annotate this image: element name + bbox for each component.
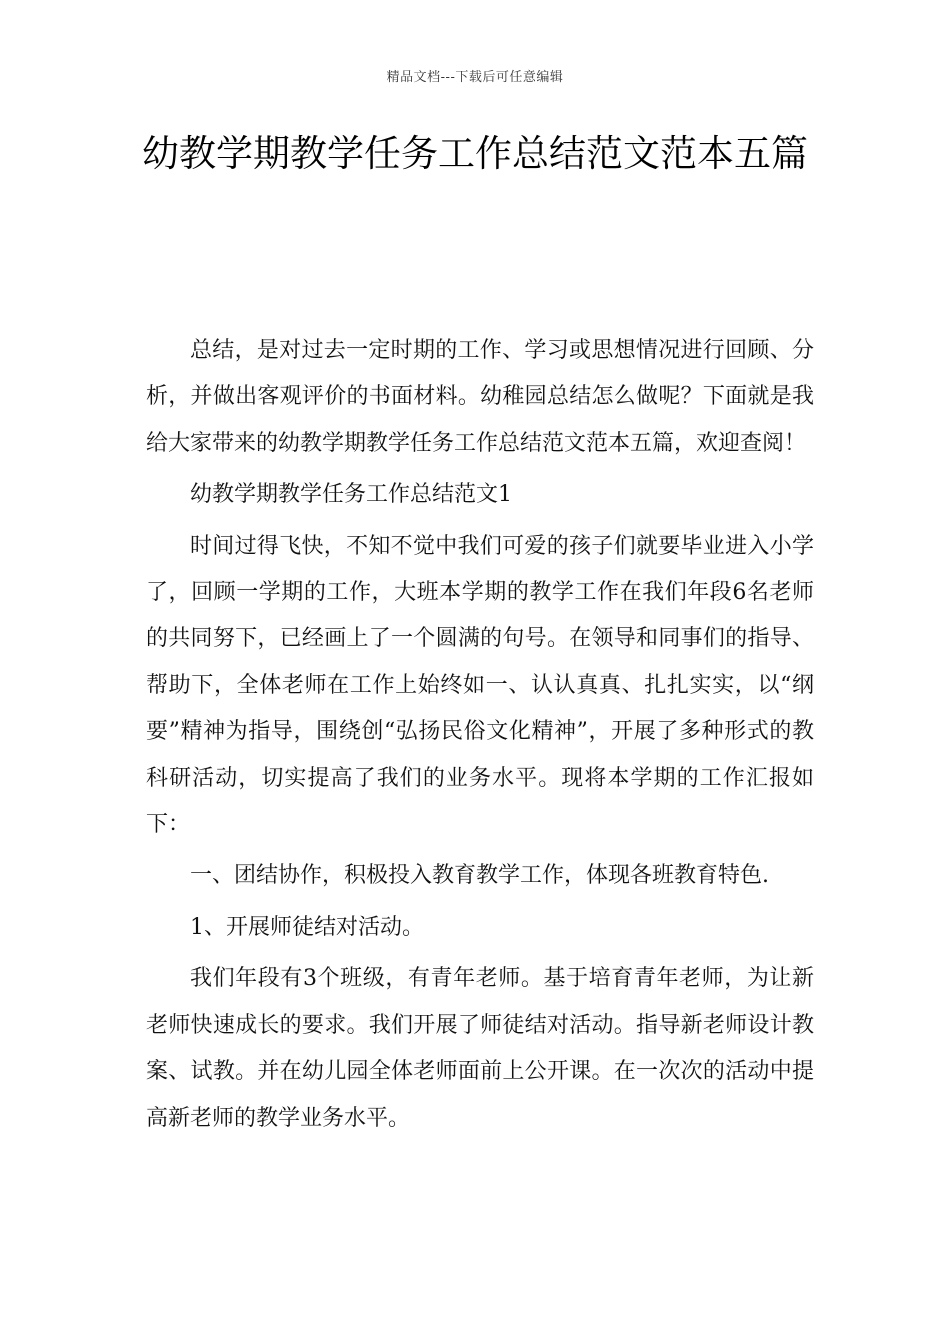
subsection-heading: 一、团结协作，积极投入教育教学工作，体现各班教育特色.: [190, 863, 769, 889]
body-paragraph: 我们年段有3个班级，有青年老师。基于培育青年老师，为让新老师快速成长的要求。我们开展了师徒结对活动。指导新老师设计教案、试教。并在幼儿园全体老师面前上公开课。在一次次的活动中提高新老师的教学业务水平。: [146, 966, 814, 1131]
header-note: 精品文档---下载后可任意编辑: [386, 70, 564, 85]
item-heading: 1、开展师徒结对活动。: [190, 914, 424, 940]
document-body: [146, 328, 814, 1147]
document-title: 幼教学期教学任务工作总结范文范本五篇: [142, 132, 808, 175]
intro-paragraph: 总结，是对过去一定时期的工作、学习或思想情况进行回顾、分析，并做出客观评价的书面材料。幼稚园总结怎么做呢？下面就是我给大家带来的幼教学期教学任务工作总结范文范本五篇，欢迎查阅！: [146, 338, 814, 456]
body-paragraph: 时间过得飞快，不知不觉中我们可爱的孩子们就要毕业进入小学了，回顾一学期的工作，大班本学期的教学工作在我们年段6名老师的共同努下，已经画上了一个圆满的句号。在领导和同事们的指导、帮助下，全体老师在工作上始终如一、认认真真、扎扎实实，以“纲要”精神为指导，围绕创“弘扬民俗文化精神”，开展了多种形式的教科研活动，切实提高了我们的业务水平。现将本学期的工作汇报如下：: [146, 533, 814, 838]
section-heading: 幼教学期教学任务工作总结范文1: [190, 482, 512, 508]
